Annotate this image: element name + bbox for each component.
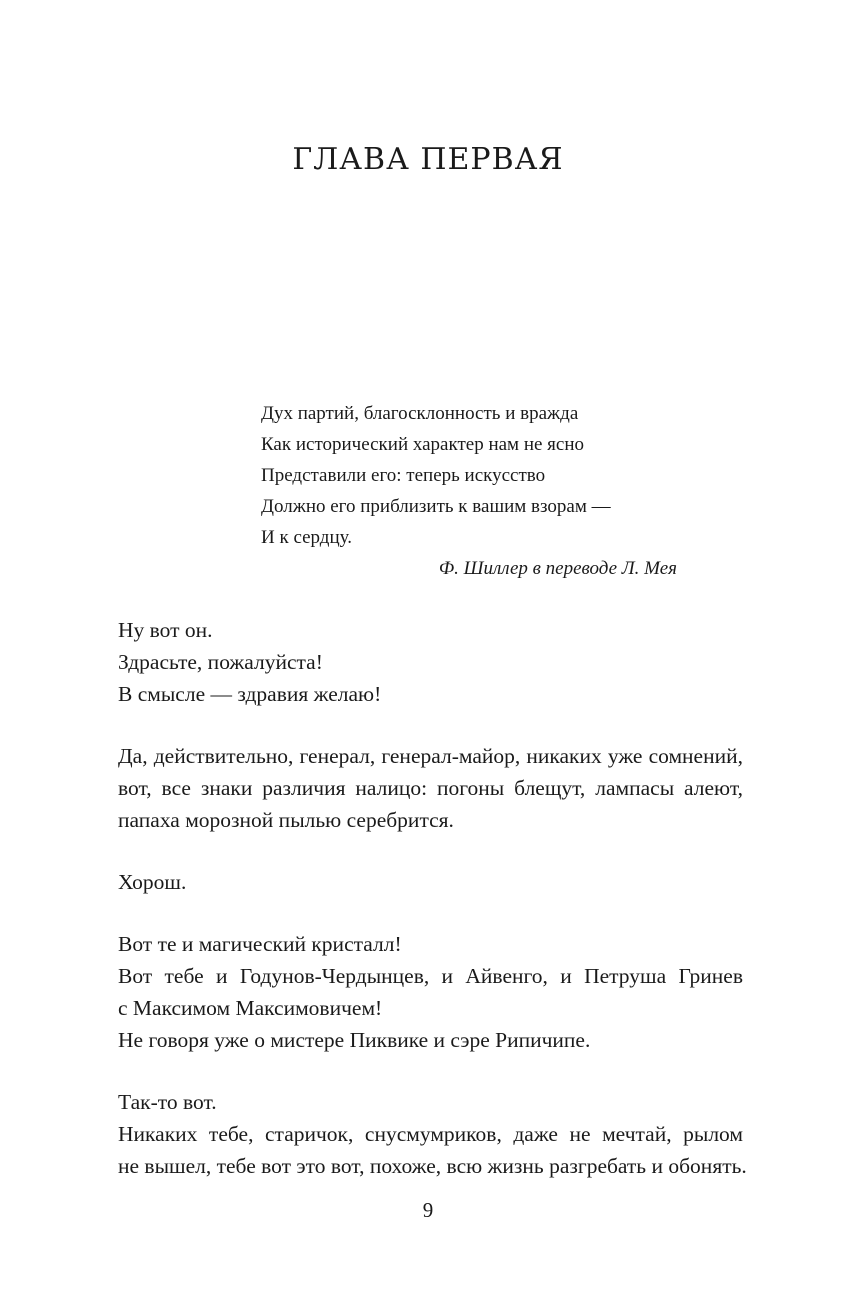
paragraph [118, 866, 743, 898]
text-line: Здрасьте, пожалуйста! [118, 650, 323, 674]
epigraph-attribution: Ф. Шиллер в переводе Л. Мея [438, 558, 677, 579]
epigraph-line: И к сердцу. [261, 527, 352, 548]
text-line: не вышел, тебе вот это вот, похоже, всю жизнь разгребать и обонять. [118, 1154, 747, 1178]
text-line: Вот тебе и Годунов-Чердынцев, и Айвенго, и Петруша Гринев [118, 964, 743, 988]
epigraph-line: Представили его: теперь искусство [261, 465, 546, 486]
text-line: Хорош. [118, 870, 187, 894]
text-line: Вот те и магический кристалл! [118, 932, 402, 956]
paragraph [118, 614, 743, 710]
text-line: Никаких тебе, старичок, снусмумриков, даже не мечтай, рылом [118, 1122, 743, 1146]
text-line: вот, все знаки различия налицо: погоны блещут, лампасы алеют, [118, 776, 743, 800]
epigraph-line: Дух партий, благосклонность и вражда [261, 403, 579, 424]
text-line: Так-то вот. [118, 1090, 217, 1114]
text-line: В смысле — здравия желаю! [118, 682, 382, 706]
paragraph [118, 740, 743, 836]
epigraph [261, 398, 681, 584]
text-line: с Максимом Максимовичем! [118, 996, 383, 1020]
text-line: Да, действительно, генерал, генерал-майор, никаких уже сомнений, [118, 744, 743, 768]
text-line: Ну вот он. [118, 618, 213, 642]
paragraph [118, 1086, 747, 1182]
page-number: 9 [422, 1198, 434, 1222]
epigraph-line: Как исторический характер нам не ясно [261, 434, 585, 455]
paragraph [118, 928, 743, 1056]
chapter-title: ГЛАВА ПЕРВАЯ [292, 142, 564, 177]
text-line: Не говоря уже о мистере Пиквике и сэре Рипичипе. [118, 1028, 591, 1052]
epigraph-line: Должно его приблизить к вашим взорам — [261, 496, 611, 517]
text-line: папаха морозной пылью серебрится. [118, 808, 454, 832]
body-text [118, 614, 747, 1212]
